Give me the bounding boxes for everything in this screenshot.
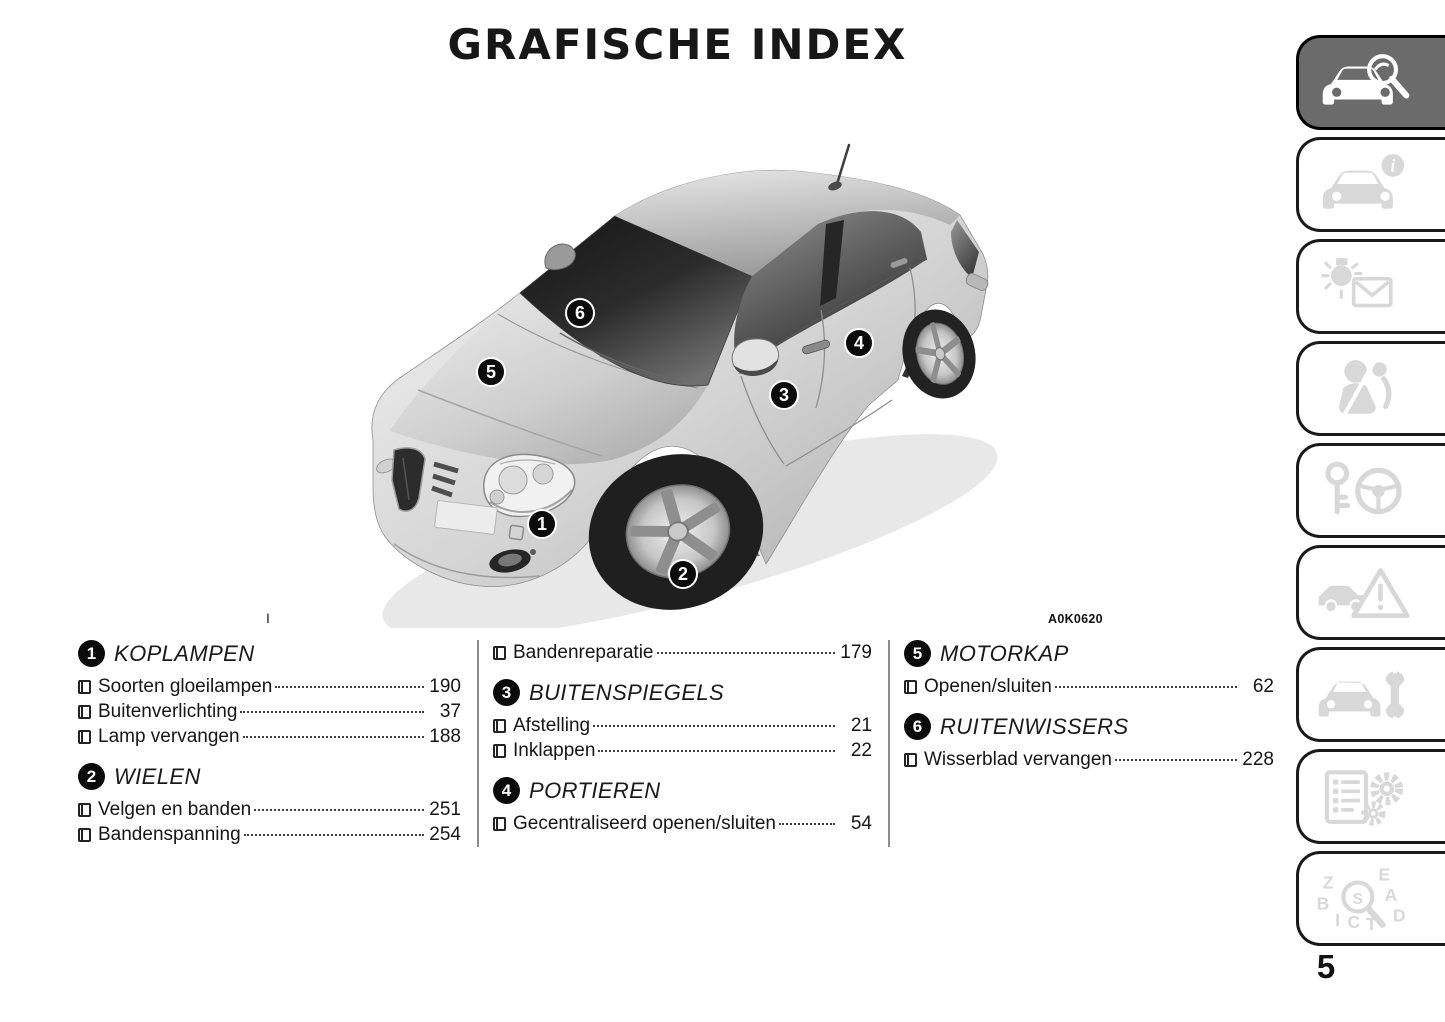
square-bullet-icon [493, 817, 506, 831]
index-item[interactable] [493, 738, 872, 763]
dot-leader [244, 834, 424, 836]
sidebar-tab-technical-data[interactable] [1296, 749, 1445, 844]
section-title: PORTIEREN [529, 777, 661, 803]
index-item-page: 37 [439, 701, 461, 722]
figure-callout-1: 1 [527, 509, 557, 539]
index-item[interactable] [78, 674, 461, 699]
index-item-page: 254 [429, 824, 461, 845]
bulb-envelope-icon [1311, 254, 1417, 320]
figure-callout-5: 5 [476, 357, 506, 387]
index-column-3 [888, 640, 1290, 847]
dot-leader [657, 652, 836, 654]
letters-magnifier-icon [1311, 866, 1417, 932]
index-item-page: 62 [1252, 676, 1274, 697]
square-bullet-icon [904, 753, 917, 767]
page-number: 5 [1316, 948, 1336, 985]
index-item-label: Openen/sluiten [924, 676, 1052, 697]
index-item-page: 188 [429, 726, 461, 747]
section-title: MOTORKAP [940, 640, 1069, 666]
index-item[interactable] [78, 797, 461, 822]
sidebar-tab-graphic-index[interactable] [1296, 35, 1445, 130]
dot-leader [240, 711, 424, 713]
figure-code: A0K0620 [1048, 612, 1103, 626]
index-section-header [493, 679, 872, 706]
section-title: KOPLAMPEN [114, 640, 255, 666]
index-item[interactable] [904, 747, 1274, 772]
index-item-label: Bandenspanning [98, 824, 241, 845]
car-magnifier-icon [1311, 50, 1417, 116]
dot-leader [593, 725, 835, 727]
dot-leader [1115, 759, 1237, 761]
index-item-label: Velgen en banden [98, 799, 252, 820]
key-steering-icon [1311, 458, 1417, 524]
section-number-badge: 6 [904, 713, 931, 740]
seatbelt-person-icon [1311, 356, 1417, 422]
section-title: BUITENSPIEGELS [529, 679, 725, 705]
car-wrench-icon [1311, 662, 1417, 728]
square-bullet-icon [78, 680, 91, 694]
index-item-label: Buitenverlichting [98, 701, 238, 722]
index-item[interactable] [493, 713, 872, 738]
section-number-badge: 1 [78, 640, 105, 667]
figure-callout-4: 4 [844, 328, 874, 358]
doc-gears-icon [1311, 764, 1417, 830]
index-item[interactable] [78, 724, 461, 749]
sidebar-tab-alphabetical-index[interactable] [1296, 851, 1445, 946]
car-warning-triangle-icon [1311, 560, 1417, 626]
index-item-page: 251 [429, 799, 461, 820]
index-item[interactable] [493, 640, 872, 665]
graphic-index-figure [350, 128, 1030, 628]
figure-callout-6: 6 [565, 298, 595, 328]
figure-callout-3: 3 [769, 380, 799, 410]
square-bullet-icon [78, 803, 91, 817]
dot-leader [1055, 686, 1237, 688]
index-section-header [78, 763, 461, 790]
index-item-label: Wisserblad vervangen [924, 749, 1112, 770]
square-bullet-icon [78, 730, 91, 744]
figure-callout-2: 2 [668, 559, 698, 589]
dot-leader [254, 809, 424, 811]
index-item[interactable] [493, 811, 872, 836]
index-item-label: Inklappen [513, 740, 596, 761]
index-item-page: 21 [850, 715, 872, 736]
graphic-index-list [78, 640, 1290, 847]
section-title: RUITENWISSERS [940, 713, 1129, 739]
index-section-header [78, 640, 461, 667]
index-section-header [904, 640, 1274, 667]
square-bullet-icon [904, 680, 917, 694]
section-number-badge: 5 [904, 640, 931, 667]
section-number-badge: 4 [493, 777, 520, 804]
dot-leader [779, 823, 835, 825]
square-bullet-icon [493, 744, 506, 758]
page-title: GRAFISCHE INDEX [447, 20, 908, 69]
dot-leader [243, 736, 424, 738]
dot-leader [598, 750, 835, 752]
parking-sensor [530, 549, 536, 555]
index-item-label: Bandenreparatie [513, 642, 654, 663]
index-item-label: Soorten gloeilampen [98, 676, 273, 697]
car-illustration [350, 128, 1030, 628]
index-item-label: Lamp vervangen [98, 726, 240, 747]
car-info-icon [1311, 152, 1417, 218]
square-bullet-icon [78, 828, 91, 842]
sidebar-tab-starting-driving[interactable] [1296, 443, 1445, 538]
index-item-page: 54 [850, 813, 872, 834]
chapter-tab-strip [1296, 35, 1445, 953]
index-item-page: 228 [1242, 749, 1274, 770]
square-bullet-icon [78, 705, 91, 719]
index-item-page: 179 [840, 642, 872, 663]
sidebar-tab-knowing-the-car[interactable] [1296, 137, 1445, 232]
index-item[interactable] [78, 699, 461, 724]
index-column-2 [477, 640, 888, 847]
sidebar-tab-safety[interactable] [1296, 341, 1445, 436]
index-column-1 [78, 640, 477, 847]
index-item-label: Afstelling [513, 715, 591, 736]
square-bullet-icon [493, 719, 506, 733]
index-item-label: Gecentraliseerd openen/sluiten [513, 813, 777, 834]
index-item-page: 190 [429, 676, 461, 697]
index-item-page: 22 [850, 740, 872, 761]
index-section-header [904, 713, 1274, 740]
section-number-badge: 2 [78, 763, 105, 790]
dot-leader [275, 686, 424, 688]
sidebar-tab-warning-lights-messages[interactable] [1296, 239, 1445, 334]
sidebar-tab-maintenance-care[interactable] [1296, 647, 1445, 742]
index-section-header [493, 777, 872, 804]
index-item[interactable] [78, 822, 461, 847]
section-number-badge: 3 [493, 679, 520, 706]
section-title: WIELEN [114, 763, 201, 789]
square-bullet-icon [493, 646, 506, 660]
index-item[interactable] [904, 674, 1274, 699]
sidebar-tab-emergency[interactable] [1296, 545, 1445, 640]
figure-mark: I [266, 610, 270, 626]
